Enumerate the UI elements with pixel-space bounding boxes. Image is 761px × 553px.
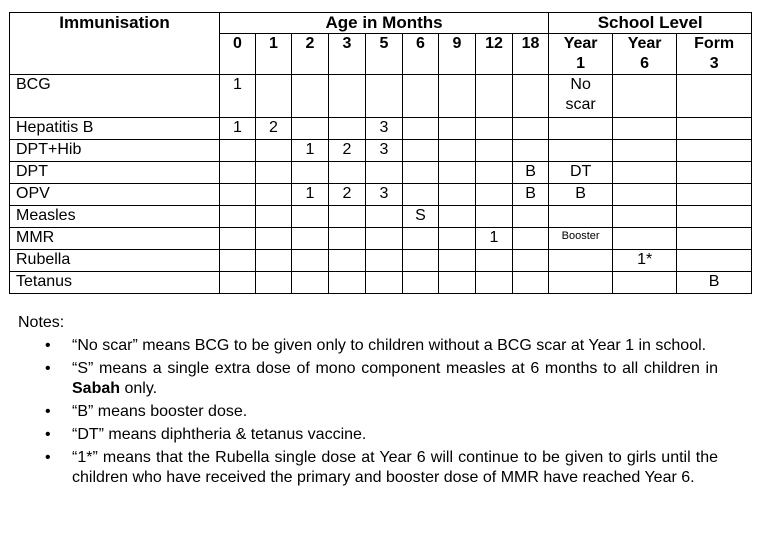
schedule-cell: B xyxy=(513,184,549,206)
schedule-cell xyxy=(613,140,677,162)
schedule-cell xyxy=(329,272,366,294)
note-text: “DT” means diphtheria & tetanus vaccine. xyxy=(72,426,367,443)
schedule-cell xyxy=(613,206,677,228)
schedule-cell xyxy=(256,75,292,118)
schedule-cell xyxy=(613,118,677,140)
note-text: “B” means booster dose. xyxy=(72,403,248,420)
header-age-9: 9 xyxy=(439,34,476,75)
schedule-cell xyxy=(613,162,677,184)
schedule-cell xyxy=(256,140,292,162)
schedule-cell xyxy=(513,228,549,250)
header-school-line1: Year xyxy=(563,35,598,52)
schedule-cell xyxy=(256,184,292,206)
header-school-col xyxy=(677,34,752,75)
schedule-cell xyxy=(476,206,513,228)
table-row xyxy=(10,228,752,250)
table-row xyxy=(10,184,752,206)
schedule-cell: B xyxy=(549,184,613,206)
notes-heading: Notes: xyxy=(18,314,65,331)
table-row xyxy=(10,118,752,140)
immunisation-schedule-table xyxy=(9,12,752,294)
notes-section xyxy=(18,313,718,491)
vaccine-name: Tetanus xyxy=(10,272,220,294)
schedule-cell xyxy=(329,228,366,250)
schedule-cell xyxy=(549,118,613,140)
schedule-cell: No scar xyxy=(549,75,613,118)
note-item xyxy=(18,448,718,488)
schedule-cell xyxy=(613,75,677,118)
schedule-cell xyxy=(220,250,256,272)
schedule-cell xyxy=(366,75,403,118)
header-age-3: 3 xyxy=(329,34,366,75)
header-school-level: School Level xyxy=(549,13,752,34)
schedule-cell: 1 xyxy=(476,228,513,250)
schedule-cell: 1 xyxy=(292,140,329,162)
schedule-cell xyxy=(329,250,366,272)
schedule-cell: Booster xyxy=(549,228,613,250)
schedule-cell xyxy=(220,184,256,206)
vaccine-name: BCG xyxy=(10,75,220,118)
schedule-cell xyxy=(513,272,549,294)
header-immunisation: Immunisation xyxy=(10,13,220,75)
schedule-cell xyxy=(366,162,403,184)
schedule-cell xyxy=(439,206,476,228)
note-bold-text: Sabah xyxy=(72,380,121,397)
note-text-end: only. xyxy=(120,380,158,397)
schedule-cell: 1* xyxy=(613,250,677,272)
header-school-line2: 1 xyxy=(576,55,586,72)
schedule-cell xyxy=(677,206,752,228)
schedule-cell xyxy=(549,206,613,228)
schedule-cell xyxy=(513,250,549,272)
schedule-cell xyxy=(677,250,752,272)
vaccine-name: DPT+Hib xyxy=(10,140,220,162)
schedule-cell xyxy=(549,272,613,294)
header-age-5: 5 xyxy=(366,34,403,75)
schedule-cell xyxy=(292,118,329,140)
schedule-cell xyxy=(403,272,439,294)
schedule-cell: 1 xyxy=(220,118,256,140)
header-school-line1: Year xyxy=(627,35,662,52)
header-age-in-months: Age in Months xyxy=(220,13,549,34)
vaccine-name: Measles xyxy=(10,206,220,228)
schedule-cell xyxy=(677,140,752,162)
schedule-cell: 3 xyxy=(366,140,403,162)
schedule-cell xyxy=(476,140,513,162)
bullet-icon: • xyxy=(45,449,51,466)
schedule-cell xyxy=(220,206,256,228)
table-row xyxy=(10,272,752,294)
schedule-cell: 3 xyxy=(366,184,403,206)
schedule-cell xyxy=(677,184,752,206)
header-age-6: 6 xyxy=(403,34,439,75)
schedule-cell xyxy=(677,118,752,140)
note-item xyxy=(18,336,718,356)
schedule-cell xyxy=(476,184,513,206)
note-item xyxy=(18,425,718,445)
header-age-2: 2 xyxy=(292,34,329,75)
schedule-cell xyxy=(613,228,677,250)
note-item xyxy=(18,402,718,422)
header-age-1: 1 xyxy=(256,34,292,75)
header-school-line2: 6 xyxy=(640,55,650,72)
notes-list xyxy=(18,336,718,488)
note-item xyxy=(18,359,718,399)
schedule-cell xyxy=(292,250,329,272)
schedule-cell xyxy=(256,162,292,184)
bullet-icon: • xyxy=(45,403,51,420)
header-school-col xyxy=(549,34,613,75)
header-age-0: 0 xyxy=(220,34,256,75)
schedule-cell: B xyxy=(513,162,549,184)
schedule-cell xyxy=(513,118,549,140)
schedule-cell xyxy=(677,162,752,184)
schedule-cell xyxy=(292,75,329,118)
schedule-cell xyxy=(403,250,439,272)
schedule-cell xyxy=(403,228,439,250)
vaccine-name: Rubella xyxy=(10,250,220,272)
table-row xyxy=(10,140,752,162)
schedule-cell xyxy=(549,140,613,162)
schedule-cell xyxy=(220,140,256,162)
schedule-cell xyxy=(403,184,439,206)
schedule-cell: DT xyxy=(549,162,613,184)
schedule-cell: 1 xyxy=(292,184,329,206)
schedule-cell xyxy=(549,250,613,272)
table-row xyxy=(10,250,752,272)
schedule-cell xyxy=(292,228,329,250)
schedule-cell xyxy=(403,140,439,162)
schedule-cell xyxy=(439,228,476,250)
schedule-cell xyxy=(256,228,292,250)
schedule-cell: 2 xyxy=(329,140,366,162)
schedule-cell xyxy=(292,162,329,184)
schedule-cell xyxy=(329,162,366,184)
schedule-cell: S xyxy=(403,206,439,228)
bullet-icon: • xyxy=(45,426,51,443)
schedule-cell xyxy=(220,162,256,184)
schedule-cell xyxy=(513,140,549,162)
schedule-cell xyxy=(439,118,476,140)
schedule-cell xyxy=(613,272,677,294)
schedule-cell xyxy=(476,272,513,294)
schedule-cell xyxy=(256,272,292,294)
schedule-cell xyxy=(292,272,329,294)
schedule-cell xyxy=(403,162,439,184)
schedule-cell xyxy=(439,272,476,294)
schedule-cell xyxy=(439,162,476,184)
schedule-cell: 2 xyxy=(329,184,366,206)
schedule-cell: 3 xyxy=(366,118,403,140)
schedule-cell xyxy=(366,272,403,294)
schedule-cell xyxy=(613,184,677,206)
schedule-cell xyxy=(439,184,476,206)
bullet-icon: • xyxy=(45,337,51,354)
schedule-cell xyxy=(403,118,439,140)
vaccine-name: DPT xyxy=(10,162,220,184)
schedule-cell xyxy=(476,250,513,272)
schedule-cell xyxy=(366,250,403,272)
note-text: “1*” means that the Rubella single dose at Year 6 will continue to be given to girls until the children who have received the primary and booster dose of MMR have reached Year 6. xyxy=(72,449,718,486)
note-text: “S” means a single extra dose of mono component measles at 6 months to all children in xyxy=(72,360,718,377)
schedule-cell xyxy=(677,228,752,250)
header-school-line2: 3 xyxy=(709,55,719,72)
schedule-cell xyxy=(513,206,549,228)
schedule-cell xyxy=(476,75,513,118)
schedule-cell xyxy=(439,140,476,162)
header-age-18: 18 xyxy=(513,34,549,75)
header-age-12: 12 xyxy=(476,34,513,75)
schedule-cell xyxy=(329,118,366,140)
schedule-cell xyxy=(439,250,476,272)
header-school-col xyxy=(613,34,677,75)
schedule-cell: 1 xyxy=(220,75,256,118)
schedule-cell xyxy=(476,162,513,184)
table-row xyxy=(10,162,752,184)
schedule-cell xyxy=(329,75,366,118)
schedule-cell xyxy=(677,75,752,118)
note-text: “No scar” means BCG to be given only to children without a BCG scar at Year 1 in school. xyxy=(72,337,707,354)
schedule-cell: 2 xyxy=(256,118,292,140)
schedule-cell xyxy=(366,228,403,250)
table-row xyxy=(10,206,752,228)
schedule-cell xyxy=(220,272,256,294)
schedule-cell xyxy=(476,118,513,140)
schedule-cell xyxy=(292,206,329,228)
schedule-cell xyxy=(513,75,549,118)
schedule-cell xyxy=(256,206,292,228)
table-row xyxy=(10,75,752,118)
header-school-line1: Form xyxy=(694,35,735,52)
schedule-cell: B xyxy=(677,272,752,294)
vaccine-name: OPV xyxy=(10,184,220,206)
schedule-cell xyxy=(366,206,403,228)
vaccine-name: Hepatitis B xyxy=(10,118,220,140)
schedule-cell xyxy=(220,228,256,250)
vaccine-name: MMR xyxy=(10,228,220,250)
schedule-cell xyxy=(329,206,366,228)
bullet-icon: • xyxy=(45,360,51,377)
schedule-cell xyxy=(403,75,439,118)
schedule-cell xyxy=(256,250,292,272)
schedule-cell xyxy=(439,75,476,118)
